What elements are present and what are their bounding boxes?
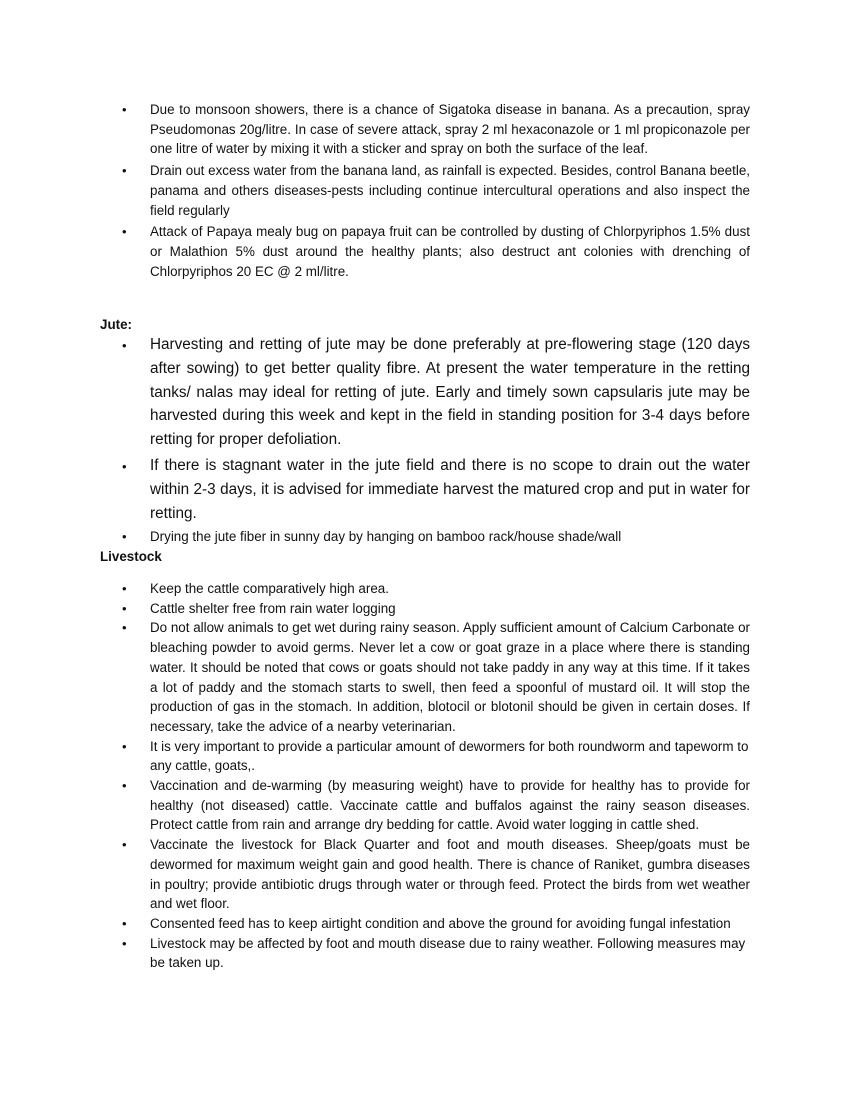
list-item-text: It is very important to provide a particular amount of dewormers for both roundworm and tapeworm to any cattle, goats,. [150, 738, 749, 774]
list-item [100, 333, 750, 452]
list-item [100, 222, 750, 281]
bullet-icon: • [122, 600, 127, 616]
list-item-text: Vaccinate the livestock for Black Quarter and foot and mouth diseases. Sheep/goats must be dewormed for maximum weight gain and good health. There is chance of Raniket, gumbra diseases in poultry; provide antibiotic drugs through water or through feed. Protect the birds from wet weather and wet floor. [150, 837, 750, 912]
bullet-icon: • [122, 738, 127, 754]
bullet-icon: • [122, 778, 127, 794]
bullet-icon: • [122, 581, 127, 596]
bullet-icon: • [122, 338, 127, 353]
bullet-icon: • [122, 837, 127, 853]
list-item-text: If there is stagnant water in the jute field and there is no scope to drain out the water within 2-3 days, it is advised for immediate harvest the matured crop and put in water for retting. [150, 456, 750, 522]
bullet-icon: • [122, 620, 127, 636]
list-item-text: Keep the cattle comparatively high area. [150, 581, 389, 596]
bullet-icon: • [122, 529, 127, 545]
livestock-heading: Livestock [100, 549, 162, 564]
list-item-text: Livestock may be affected by foot and mouth disease due to rainy weather. Following measures may be taken up. [150, 935, 746, 971]
bullet-icon: • [122, 163, 127, 179]
list-item [100, 579, 750, 599]
list-item-text: Drain out excess water from the banana land, as rainfall is expected. Besides, control Banana beetle, panama and others diseases-pests including continue intercultural operations and also inspect the field regularly [150, 163, 750, 218]
list-item-text: Harvesting and retting of jute may be done preferably at pre-flowering stage (120 days after sowing) to get better quality fibre. At present the water temperature in the retting tanks/ nalas may ideal for retting of jute. Early and timely sown capsularis jute may be harvested during this week and kept in the field in standing position for 3-4 days before retting for proper defoliation. [150, 336, 750, 449]
list-item [100, 454, 750, 525]
list-item-text: Do not allow animals to get wet during rainy season. Apply sufficient amount of Calcium Carbonate or bleaching powder to avoid germs. Never let a cow or goat graze in a place where there is standing water. It should be noted that cows or goats should not take paddy in any way at this time. If it takes a lot of paddy and the stomach starts to swell, then feed a spoonful of mustard oil. It will stop the production of gas in the stomach. In addition, blotocil or blotonil should be given in certain doses. If necessary, take the advice of a nearby veterinarian. [150, 620, 750, 734]
bullet-icon: • [122, 224, 127, 240]
list-item [100, 776, 750, 835]
banana-papaya-list [100, 100, 750, 281]
list-item [100, 914, 750, 934]
list-item [100, 618, 750, 736]
list-item [100, 161, 750, 220]
jute-list [100, 333, 750, 547]
list-item-text: Due to monsoon showers, there is a chance of Sigatoka disease in banana. As a precaution, spray Pseudomonas 20g/litre. In case of severe attack, spray 2 ml hexaconazole or 1 ml propiconazole per one litre of water by mixing it with a sticker and spray on both the surface of the leaf. [150, 102, 750, 157]
list-item-text: Drying the jute fiber in sunny day by hanging on bamboo rack/house shade/wall [150, 529, 622, 545]
bullet-icon: • [122, 915, 127, 931]
jute-heading: Jute: [100, 317, 132, 332]
list-item [100, 100, 750, 159]
list-item [100, 737, 750, 776]
list-item-text: Vaccination and de-warming (by measuring weight) have to provide for healthy has to provide for healthy (not diseased) cattle. Vaccinate cattle and buffalos against the rainy season diseases. Protect cattle from rain and arrange dry bedding for cattle. Avoid water logging in cattle shed. [150, 778, 750, 833]
list-item [100, 835, 750, 914]
list-item-text: Cattle shelter free from rain water logging [150, 600, 396, 616]
list-item [100, 934, 750, 973]
list-item-text: Consented feed has to keep airtight condition and above the ground for avoiding fungal infestation [150, 915, 731, 931]
livestock-list [100, 579, 750, 973]
bullet-icon: • [122, 102, 127, 117]
bullet-icon: • [122, 458, 127, 474]
list-item [100, 599, 750, 619]
list-item [100, 527, 750, 547]
bullet-icon: • [122, 935, 127, 951]
list-item-text: Attack of Papaya mealy bug on papaya fruit can be controlled by dusting of Chlorpyriphos 1.5% dust or Malathion 5% dust around the healthy plants; also destruct ant colonies with drenching of Chlorpyriphos 20 EC @ 2 ml/litre. [150, 224, 750, 279]
